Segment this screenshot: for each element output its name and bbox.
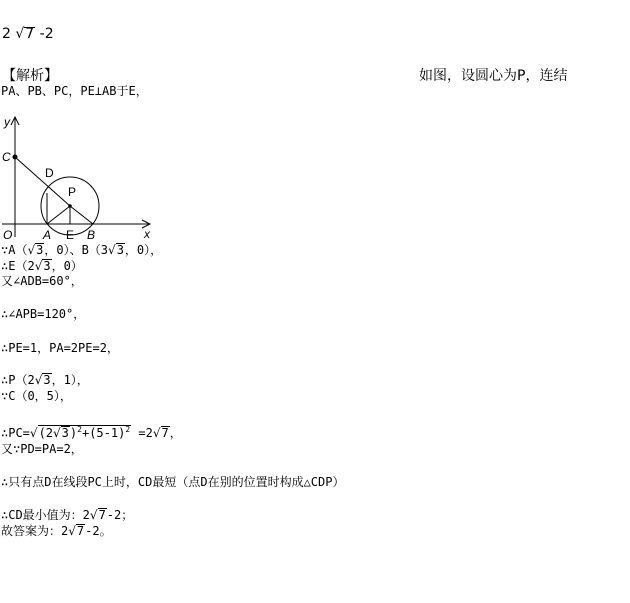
segment-pa xyxy=(47,206,70,224)
segment-pb xyxy=(70,206,93,224)
geometry-figure xyxy=(0,112,170,242)
label-o: O xyxy=(3,228,13,242)
step-5: ∴PE=1，PA=2PE=2， xyxy=(1,341,119,355)
label-y: y xyxy=(4,115,10,129)
answer-tail: -2 xyxy=(39,26,54,42)
step-1: ∵A（√3，0）、B（3√3，0）， xyxy=(1,243,163,257)
answer-radicand: 7 xyxy=(25,26,35,42)
analysis-intro-right: 如图，设圆心为P，连结 xyxy=(419,68,568,84)
step-6: ∴P（2√3，1）， xyxy=(1,373,89,387)
label-d: D xyxy=(45,166,54,180)
analysis-heading: 【解析】 xyxy=(2,68,58,84)
analysis-intro-line2: PA、PB、PC，PE⊥AB于E， xyxy=(1,84,148,98)
label-x: x xyxy=(144,227,150,241)
answer-line xyxy=(2,27,54,41)
step-2: ∴E（2√3，0） xyxy=(1,259,83,273)
step-9: 又∵PD=PA=2， xyxy=(1,442,83,456)
label-b: B xyxy=(87,228,96,242)
step-3: 又∠ADB=60°， xyxy=(1,274,83,288)
label-c: C xyxy=(2,150,11,164)
point-p xyxy=(68,204,72,208)
label-e: E xyxy=(66,228,75,242)
step-8: $\therefore PC=√(2√3)^2+(5-1)^2 =2√7$， xyxy=(1,425,182,440)
answer-coef: 2 xyxy=(2,26,11,42)
radical-sign: √ xyxy=(15,26,25,42)
step-7: ∵C（0，5）， xyxy=(1,389,72,403)
point-c xyxy=(13,155,18,160)
step-12: 故答案为：2√7-2。 xyxy=(1,524,112,538)
segment-cp xyxy=(15,157,70,206)
step-4: ∴∠APB=120°， xyxy=(1,307,86,321)
step-11: ∴CD最小值为：2√7-2； xyxy=(1,508,134,522)
label-p: P xyxy=(68,185,77,199)
step-10: ∴只有点D在线段PC上时，CD最短（点D在别的位置时构成△CDP） xyxy=(1,475,345,489)
label-a: A xyxy=(43,228,52,242)
